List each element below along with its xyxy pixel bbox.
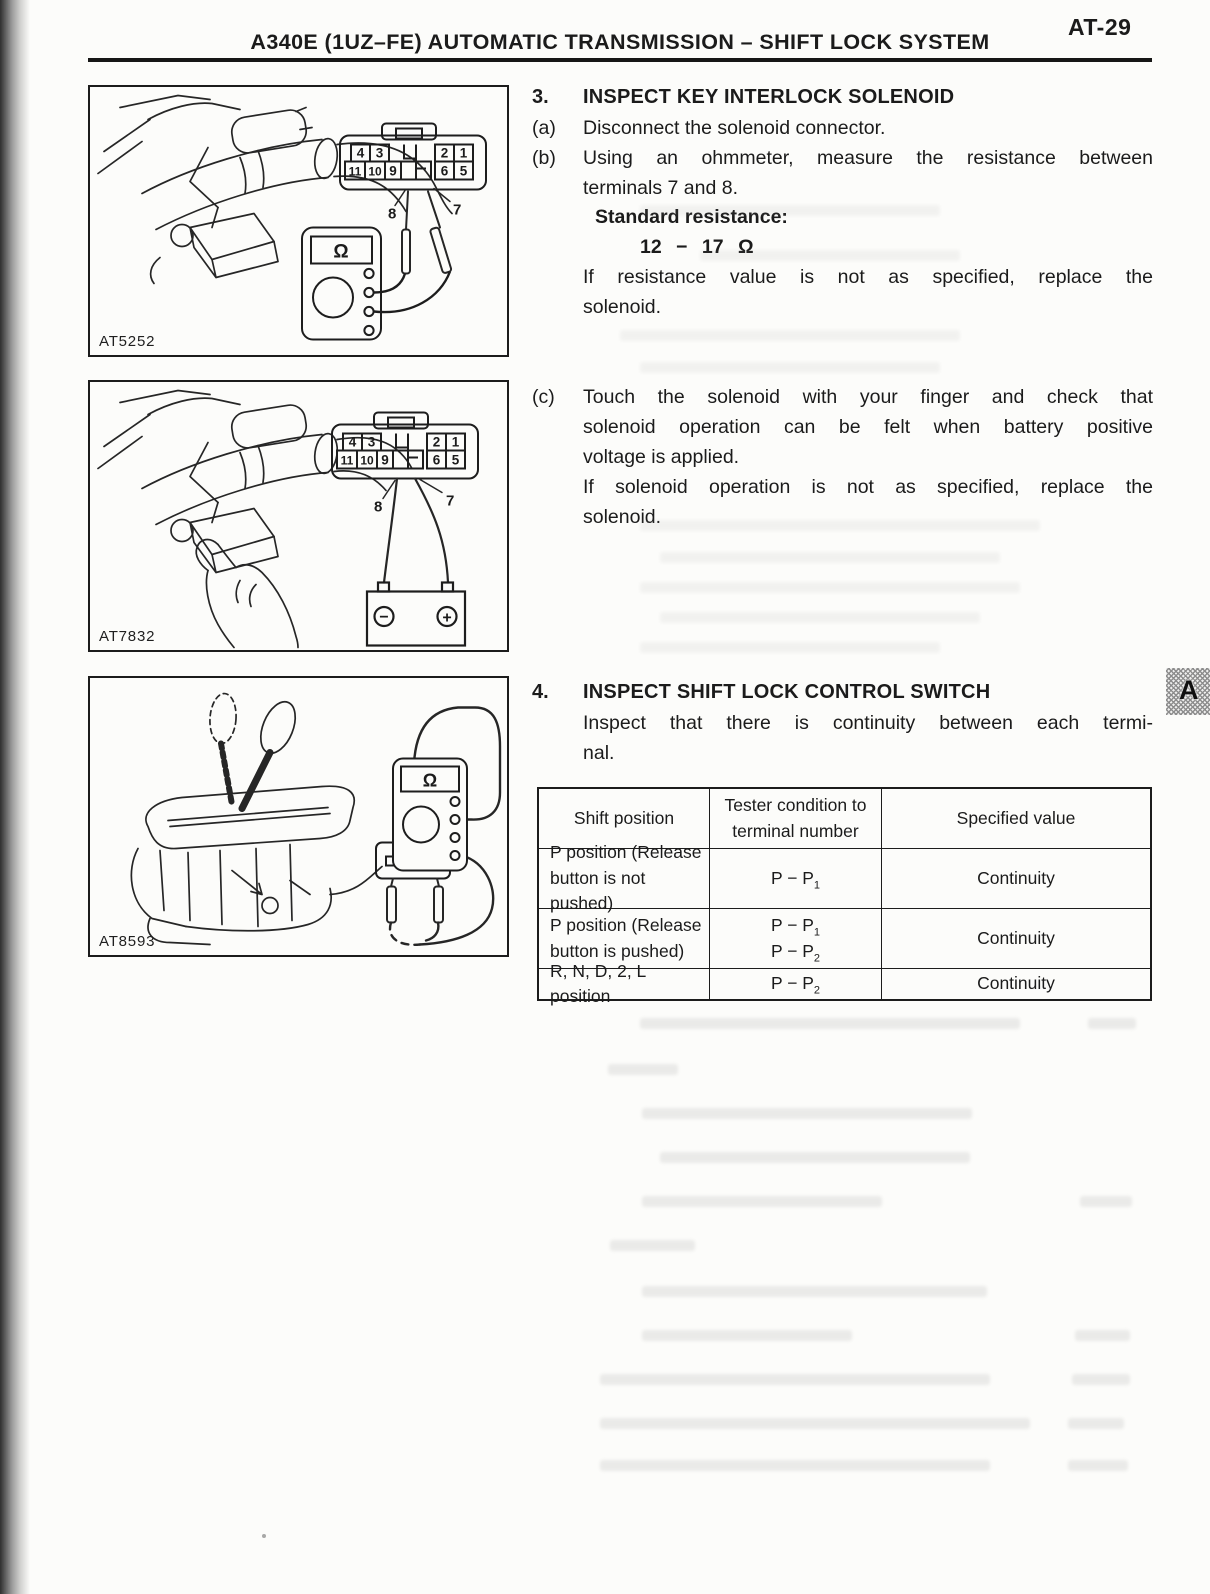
spec-value: 12 − 17 Ω [640, 236, 754, 258]
table-row2-value: Continuity [882, 909, 1150, 969]
scan-edge-shadow [0, 0, 30, 1594]
ghost-text-line [1075, 1330, 1130, 1341]
table-row3-position: R, N, D, 2, L position [539, 969, 710, 999]
connector-cell-9: 9 [389, 163, 397, 179]
ghost-text-line [1080, 1196, 1132, 1207]
section3-title: INSPECT KEY INTERLOCK SOLENOID [583, 86, 955, 108]
section3-number: 3. [532, 86, 549, 108]
figure-at7832-drawing [90, 382, 507, 650]
solenoid-connector [332, 413, 478, 479]
connector-cell-6: 6 [432, 452, 441, 468]
table-row2-condition: $P - P_1$ $P - P_2$ [710, 909, 882, 969]
step-b-line2: terminals 7 and 8. [583, 177, 739, 199]
figure-key-interlock-ohmmeter [88, 85, 509, 357]
step-c-note-line2: solenoid. [583, 506, 662, 528]
table-row3-value: Continuity [977, 973, 1055, 994]
step-c-line3: voltage is applied. [583, 446, 740, 468]
ghost-text-line [640, 362, 940, 373]
section4-number: 4. [532, 681, 549, 703]
table-row3-condition: $P - P_2$ [710, 969, 882, 999]
ghost-text-line [660, 1152, 970, 1163]
connector-cell-6: 6 [440, 163, 449, 179]
ghost-text-line [660, 552, 1000, 563]
connector-cell-1: 1 [459, 145, 468, 161]
table-row2-position: P position (Release button is pushed) [539, 909, 710, 969]
ghost-text-line [620, 330, 960, 341]
connector-cell-2: 2 [440, 145, 449, 161]
table-header-shift-position: Shift position [539, 789, 710, 849]
step-a-text: Disconnect the solenoid connector. [583, 117, 886, 139]
section-tab-letter: A [1179, 675, 1199, 705]
step-b-note-line1: If resistance value is not as specified, replace the [583, 266, 1153, 288]
probe-label-8: 8 [388, 205, 397, 223]
connector-cell-10: 10 [360, 453, 374, 468]
ghost-text-line [608, 1064, 678, 1075]
figure-label: AT8593 [99, 933, 156, 950]
ohm-symbol: Ω [333, 241, 349, 263]
ghost-text-line [642, 1196, 882, 1207]
ghost-text-line [642, 1286, 987, 1297]
section4-intro-line1: Inspect that there is continuity between each termi- [583, 712, 1153, 734]
connector-cell-4: 4 [348, 434, 357, 450]
figure-shift-lock-switch-check [88, 676, 509, 957]
ghost-text-line [640, 642, 940, 653]
ghost-text-line [642, 1108, 972, 1119]
table-row1-condition: $P - P_1$ [710, 849, 882, 909]
battery-wires [383, 479, 448, 583]
step-b-line1: Using an ohmmeter, measure the resistance between [583, 147, 1153, 169]
scan-speck [262, 1534, 266, 1538]
connector-cell-11: 11 [340, 453, 354, 468]
probe-label-7: 7 [446, 492, 455, 510]
probe-label-7: 7 [453, 201, 462, 219]
spec-label: Standard resistance: [595, 206, 788, 228]
ghost-text-line [600, 1418, 1030, 1429]
ghost-text-line [1068, 1460, 1128, 1471]
page-title: A340E (1UZ–FE) AUTOMATIC TRANSMISSION – SHIFT LOCK SYSTEM [250, 30, 990, 54]
battery-negative-symbol: − [379, 609, 389, 626]
probe-label-8: 8 [374, 498, 383, 516]
connector-cell-4: 4 [356, 145, 365, 161]
battery-positive-symbol: + [442, 609, 452, 627]
table-row1-value: Continuity [882, 849, 1150, 909]
figure-at8593-drawing [90, 678, 507, 955]
figure-label: AT5252 [99, 333, 156, 350]
shift-lever-art [131, 693, 382, 945]
connector-cell-9: 9 [381, 452, 389, 468]
connector-cell-1: 1 [451, 434, 460, 450]
figure-at5252-drawing [90, 87, 507, 355]
step-c-line2: solenoid operation can be felt when battery positive [583, 416, 1153, 438]
ohmmeter [302, 228, 450, 340]
ghost-text-line [640, 205, 940, 216]
figure-label: AT7832 [99, 628, 156, 645]
step-c-line1: Touch the solenoid with your finger and check that [583, 386, 1153, 408]
connector-cell-2: 2 [432, 434, 441, 450]
figure-solenoid-battery-check [88, 380, 509, 652]
section-tab [1166, 668, 1210, 715]
steering-column-art [98, 391, 412, 573]
header-rule [88, 58, 1152, 62]
ghost-text-line [600, 1460, 990, 1471]
ghost-text-line [640, 520, 1040, 531]
section4-intro-line2: nal. [583, 742, 615, 764]
ohm-symbol: Ω [422, 770, 438, 791]
table-row1-position: P position (Release button is not pushed) [539, 849, 710, 909]
ghost-text-line [610, 1240, 695, 1251]
step-c-marker: (c) [532, 386, 555, 408]
ghost-text-line [660, 612, 980, 623]
connector-cell-11: 11 [348, 164, 362, 179]
ghost-text-line [642, 1330, 852, 1341]
solenoid-connector [340, 124, 486, 190]
ghost-text-line [1072, 1374, 1130, 1385]
page-number: AT-29 [1068, 14, 1132, 40]
step-c-note-line1: If solenoid operation is not as specified, replace the [583, 476, 1153, 498]
table-header-tester-condition: Tester condition to terminal number [710, 789, 882, 849]
ghost-text-line [700, 250, 960, 261]
ohmmeter [393, 759, 467, 871]
section4-title: INSPECT SHIFT LOCK CONTROL SWITCH [583, 681, 991, 703]
ghost-text-line [1088, 1018, 1136, 1029]
ghost-text-line [640, 1018, 1020, 1029]
ghost-text-line [640, 582, 1020, 593]
ghost-text-line [600, 1374, 990, 1385]
ghost-text-line [1068, 1418, 1124, 1429]
step-b-marker: (b) [532, 147, 556, 169]
continuity-table [537, 787, 1152, 1006]
connector-cell-5: 5 [459, 163, 468, 179]
connector-cell-10: 10 [368, 164, 382, 179]
table-header-specified-value: Specified value [882, 789, 1150, 849]
connector-cell-5: 5 [451, 452, 460, 468]
connector-cell-3: 3 [375, 145, 384, 161]
battery [367, 583, 465, 646]
step-a-marker: (a) [532, 117, 556, 139]
step-b-note-line2: solenoid. [583, 296, 662, 318]
connector-cell-3: 3 [367, 434, 376, 450]
